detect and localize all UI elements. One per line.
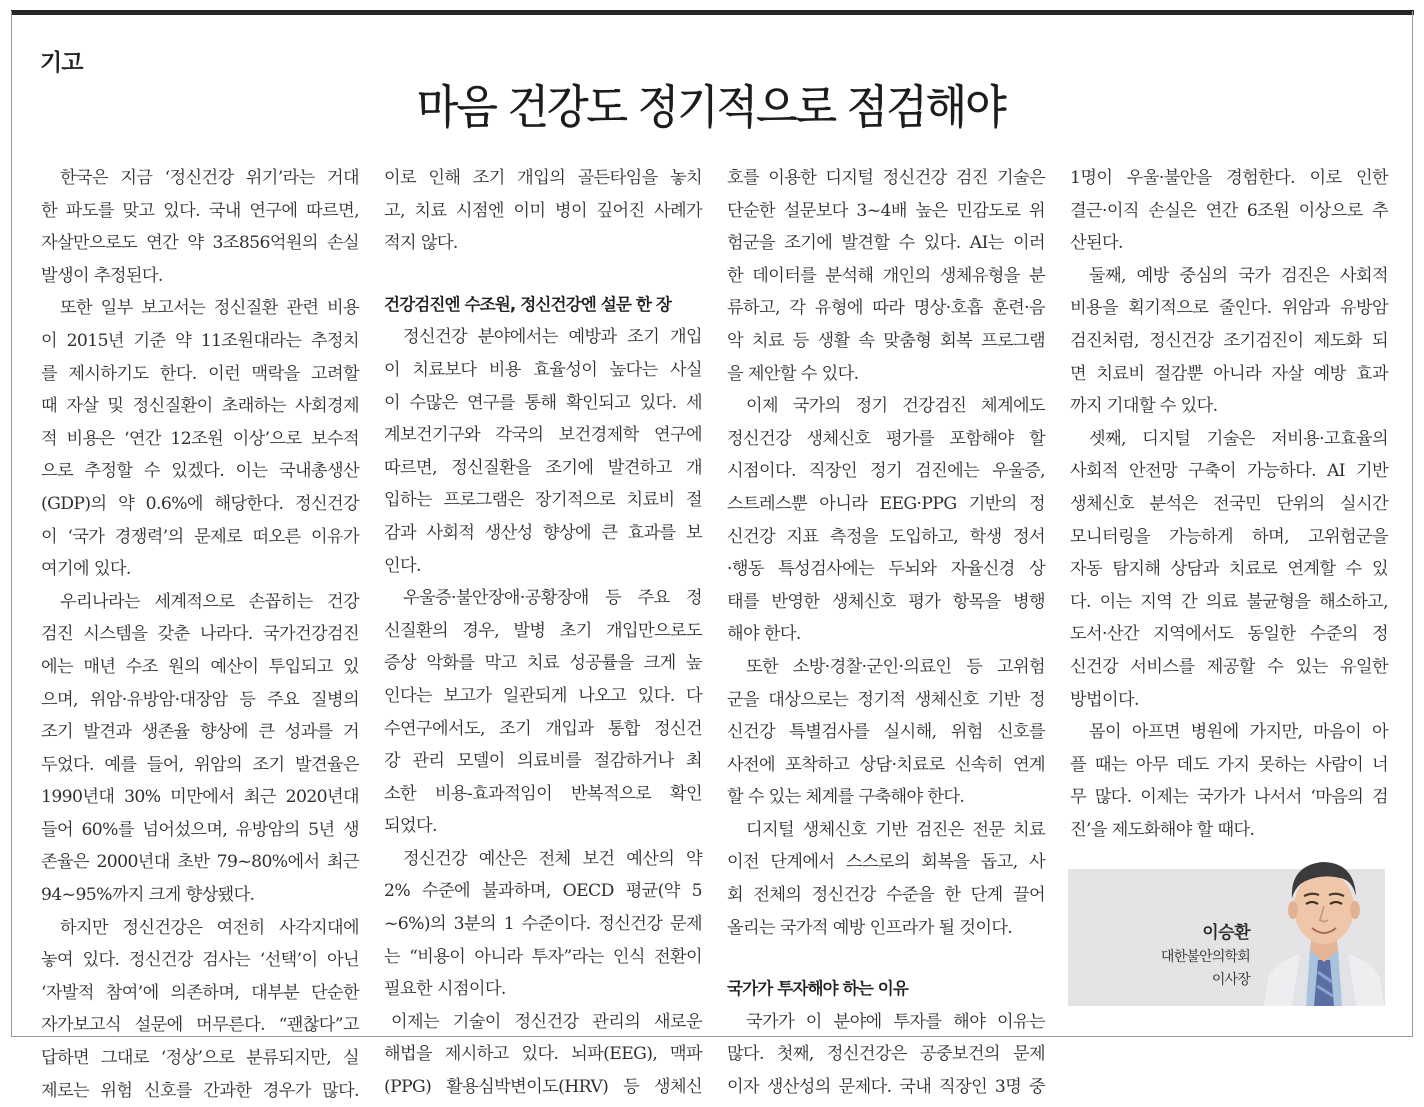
article-text-line: 회 전체의 정신건강 수준을 한 단계 끌어 <box>727 885 1045 906</box>
article-text-line: ‘자발적 참여’에 의존하며, 대부분 단순한 <box>41 982 359 1003</box>
article-column-2 <box>384 162 702 1104</box>
article-text-line: 되었다. <box>384 816 437 837</box>
article-text-line: 국가가 이 분야에 투자를 해야 이유는 <box>746 1011 1045 1032</box>
article-text-line: 자살만으로도 연간 약 3조856억원의 손실 <box>41 233 359 254</box>
article-text-line: 1명이 우울·불안을 경험한다. 이로 인한 <box>1070 168 1388 188</box>
article-text-line: (PPG) 활용심박변이도(HRV) 등 생체신 <box>384 1077 702 1098</box>
article-text-line: 2% 수준에 불과하며, OECD 평균(약 5 <box>384 881 702 902</box>
article-text-line: (GDP)의 약 0.6%에 해당한다. 정신건강 <box>41 493 359 514</box>
article-text-line: 신건강 특별검사를 실시해, 위험 신호를 <box>727 722 1045 743</box>
article-text-line: 무 많다. 이제는 국가가 나서서 ‘마음의 검 <box>1070 787 1388 808</box>
article-text-line: 에는 매년 수조 원의 예산이 투입되고 있 <box>41 656 359 677</box>
article-text-line: 디지털 생체신호 기반 검진은 전문 치료 <box>746 819 1045 840</box>
article-text-line: 험군을 조기에 발견할 수 있다. AI는 이러 <box>727 233 1045 254</box>
article-text-line: 소한 비용-효과적임이 반복적으로 확인 <box>384 783 702 804</box>
author-credit <box>1161 920 1250 992</box>
article-text-line: 생체신호 분석은 전국민 단위의 실시간 <box>1070 493 1388 514</box>
article-text-line: 신건강 지표 측정을 도입하고, 학생 정서 <box>727 526 1045 547</box>
article-text-line: 우울증·불안장애·공황장애 등 주요 정 <box>403 588 702 609</box>
article-text-line: 결근·이직 손실은 연간 6조원 이상으로 추 <box>1070 200 1388 221</box>
article-text-line: 몸이 아프면 병원에 가지만, 마음이 아 <box>1089 722 1388 743</box>
article-text-line: 류하고, 각 유형에 따라 명상·호흡 훈련·음 <box>727 298 1045 319</box>
article-text-line: 이 2015년 기준 약 11조원대라는 추정치 <box>41 330 359 351</box>
article-text-line: 놓여 있다. 정신건강 검사는 ‘선택’이 아닌 <box>41 950 359 971</box>
author-title: 이사장 <box>1211 972 1250 988</box>
article-text-line: 필요한 시점이다. <box>384 979 506 1000</box>
article-text-line: 또한 소방·경찰·군인·의료인 등 고위험 <box>746 656 1045 677</box>
article-text-line: 계보건기구와 각국의 보건경제학 연구에 <box>384 425 702 446</box>
article-text-line: 이 ‘국가 경쟁력’의 문제로 떠오른 이유가 <box>41 526 359 547</box>
article-text-line: 존율은 2000년대 초반 79~80%에서 최근 <box>41 852 359 873</box>
article-column-1 <box>41 162 359 1107</box>
section-label: 기고 <box>40 50 83 76</box>
article-text-line: 단순한 설문보다 3~4배 높은 민감도로 위 <box>727 200 1045 221</box>
article-text-line: 따르면, 정신질환을 조기에 발견하고 개 <box>384 457 702 478</box>
article-text-line: 한 데이터를 분석해 개인의 생체유형을 분 <box>727 265 1045 286</box>
article-text-line: 사전에 포착하고 상담·치료로 신속히 연계 <box>727 754 1045 775</box>
paragraph-gap <box>727 944 1045 973</box>
article-text-line: 는 “비용이 아니라 투자”라는 인식 전환이 <box>384 946 702 967</box>
section-subheading: 국가가 투자해야 하는 이유 <box>727 979 909 999</box>
article-text-line: 를 제시하기도 한다. 이런 맥락을 고려할 <box>41 363 359 384</box>
article-text-line: 강 관리 모델이 의료비를 절감하거나 최 <box>384 751 702 772</box>
article-text-line: 을 제안할 수 있다. <box>727 363 859 384</box>
article-text-line: 정신건강 분야에서는 예방과 조기 개입 <box>403 327 702 348</box>
article-text-line: 진’을 제도화해야 할 때다. <box>1070 819 1255 840</box>
article-text-line: ·행동 특성검사에는 두뇌와 자율신경 상 <box>727 559 1045 580</box>
article-text-line: 으로 추정할 수 있겠다. 이는 국내총생산 <box>41 461 359 482</box>
article-text-line: 산된다. <box>1070 233 1123 254</box>
article-text-line: 모니터링을 가능하게 하며, 고위험군을 <box>1070 526 1388 547</box>
article-text-line: 94~95%까지 크게 향상됐다. <box>41 885 255 906</box>
article-text-line: 들어 60%를 넘어섰으며, 유방암의 5년 생 <box>41 819 359 840</box>
article-text-line: 할 수 있는 체계를 구축해야 한다. <box>727 787 965 808</box>
article-text-line: 올리는 국가적 예방 인프라가 될 것이다. <box>727 917 1013 938</box>
article-text-line: 한 파도를 맞고 있다. 국내 연구에 따르면, <box>41 200 359 221</box>
author-name: 이승환 <box>1202 923 1250 943</box>
headline: 마음 건강도 정기적으로 점검해야 <box>416 79 1005 134</box>
article-text-line: 다. 이는 지역 간 의료 불균형을 해소하고, <box>1070 591 1388 612</box>
section-subheading: 건강검진엔 수조원, 정신건강엔 설문 한 장 <box>384 294 671 314</box>
article-text-line: 사회적 안전망 구축이 가능하다. AI 기반 <box>1070 461 1388 482</box>
article-text-line: 이제 국가의 정기 건강검진 체계에도 <box>746 396 1045 417</box>
article-text-line: 적지 않다. <box>384 233 458 254</box>
article-text-line: 이제는 기술이 정신건강 관리의 새로운 <box>391 1011 702 1032</box>
article-text-line: 우리나라는 세계적으로 손꼽히는 건강 <box>60 591 359 612</box>
paragraph-gap <box>384 260 702 289</box>
article-text-line: 자동 탐지해 상담과 치료로 연계할 수 있 <box>1070 559 1388 580</box>
article-text-line: ~6%)의 3분의 1 수준이다. 정신건강 문제 <box>384 914 702 935</box>
article-text-line: 까지 기대할 수 있다. <box>1070 396 1218 417</box>
article-text-line: 이 수많은 연구를 통해 확인되고 있다. 세 <box>384 392 702 413</box>
article-text-line: 플 때는 아무 데도 가지 못하는 사람이 너 <box>1070 754 1388 775</box>
article-text-line: 도서·산간 지역에서도 동일한 수준의 정 <box>1070 624 1388 645</box>
article-text-line: 발생이 추정된다. <box>41 265 163 286</box>
article-text-line: 비용을 획기적으로 줄인다. 위암과 유방암 <box>1070 298 1388 319</box>
article-text-line: 시점이다. 직장인 정기 검진에는 우울증, <box>727 461 1045 482</box>
article-text-line: 한국은 지금 ‘정신건강 위기’라는 거대 <box>60 168 359 188</box>
article-text-line: 조기 발견과 생존율 향상에 큰 성과를 거 <box>41 722 359 743</box>
article-text-line: 검진 시스템을 갖춘 나라다. 국가건강검진 <box>41 624 359 645</box>
article-text-line: 으며, 위암·유방암·대장암 등 주요 질병의 <box>41 689 359 710</box>
article-text-line: 1990년대 30% 미만에서 최근 2020년대 <box>41 787 359 808</box>
article-text-line: 신건강 서비스를 제공할 수 있는 유일한 <box>1070 656 1388 677</box>
article-text-line: 적 비용은 ‘연간 12조원 이상’으로 보수적 <box>41 428 359 449</box>
article-text-line: 해야 한다. <box>727 624 801 645</box>
article-text-line: 인다는 보고가 일관되게 나오고 있다. 다 <box>384 685 702 706</box>
article-text-line: 해법을 제시하고 있다. 뇌파(EEG), 맥파 <box>384 1044 702 1065</box>
author-portrait-icon <box>1262 850 1386 1006</box>
article-text-line: 면 치료비 절감뿐 아니라 자살 예방 효과 <box>1070 363 1388 384</box>
article-text-line: 여기에 있다. <box>41 559 131 580</box>
article-text-line: 호를 이용한 디지털 정신건강 검진 기술은 <box>727 168 1045 188</box>
article-text-line: 이자 생산성의 문제다. 국내 직장인 3명 중 <box>727 1077 1045 1098</box>
article-text-line: 인다. <box>384 555 421 576</box>
article-text-line: 방법이다. <box>1070 689 1139 710</box>
article-text-line: 입하는 프로그램은 장기적으로 치료비 절 <box>384 490 702 511</box>
article-text-line: 때 자살 및 정신질환이 초래하는 사회경제 <box>41 396 359 417</box>
article-text-line: 신질환의 경우, 발병 초기 개입만으로도 <box>384 620 702 641</box>
article-text-line: 두었다. 예를 들어, 위암의 조기 발견율은 <box>41 754 359 775</box>
article-text-line: 또한 일부 보고서는 정신질환 관련 비용 <box>60 298 359 319</box>
author-organization: 대한불안의학회 <box>1160 949 1250 965</box>
article-text-line: 악 치료 등 생활 속 맞춤형 회복 프로그램 <box>727 330 1045 351</box>
article-text-line: 태를 반영한 생체신호 평가 항목을 병행 <box>727 591 1045 612</box>
article-text-line: 셋째, 디지털 기술은 저비용·고효율의 <box>1089 428 1388 449</box>
article-text-line: 수연구에서도, 조기 개입과 통합 정신건 <box>384 718 702 739</box>
article-text-line: 이로 인해 조기 개입의 골든타임을 놓치 <box>384 168 702 188</box>
article-text-line: 둘째, 예방 중심의 국가 검진은 사회적 <box>1089 265 1388 286</box>
article-text-line: 정신건강 생체신호 평가를 포함해야 할 <box>727 428 1045 449</box>
article-text-line: 제로는 위험 신호를 간과한 경우가 많다. <box>41 1080 359 1101</box>
article-text-line: 답하면 그대로 ‘정상’으로 분류되지만, 실 <box>41 1048 359 1069</box>
article-text-line: 검진처럼, 정신건강 조기검진이 제도화 되 <box>1070 330 1388 351</box>
article-text-line: 감과 사회적 생산성 향상에 큰 효과를 보 <box>384 522 702 543</box>
article-text-line: 이 치료보다 비용 효율성이 높다는 사실 <box>384 359 702 380</box>
article-text-line: 이전 단계에서 스스로의 회복을 돕고, 사 <box>727 852 1045 873</box>
article-text-line: 고, 치료 시점엔 이미 병이 깊어진 사례가 <box>384 200 702 221</box>
article-text-line: 하지만 정신건강은 여전히 사각지대에 <box>60 917 359 938</box>
article-text-line: 스트레스뿐 아니라 EEG·PPG 기반의 정 <box>727 493 1045 514</box>
article-column-3 <box>727 162 1045 1104</box>
article-text-line: 증상 악화를 막고 치료 성공률을 크게 높 <box>384 653 702 674</box>
article-column-4 <box>1070 162 1388 846</box>
article-text-line: 자가보고식 설문에 머무른다. “괜찮다”고 <box>41 1015 359 1036</box>
article-text-line: 군을 대상으로는 정기적 생체신호 기반 정 <box>727 689 1045 710</box>
article-text-line: 정신건강 예산은 전체 보건 예산의 약 <box>403 848 702 869</box>
article-text-line: 많다. 첫째, 정신건강은 공중보건의 문제 <box>727 1044 1045 1065</box>
